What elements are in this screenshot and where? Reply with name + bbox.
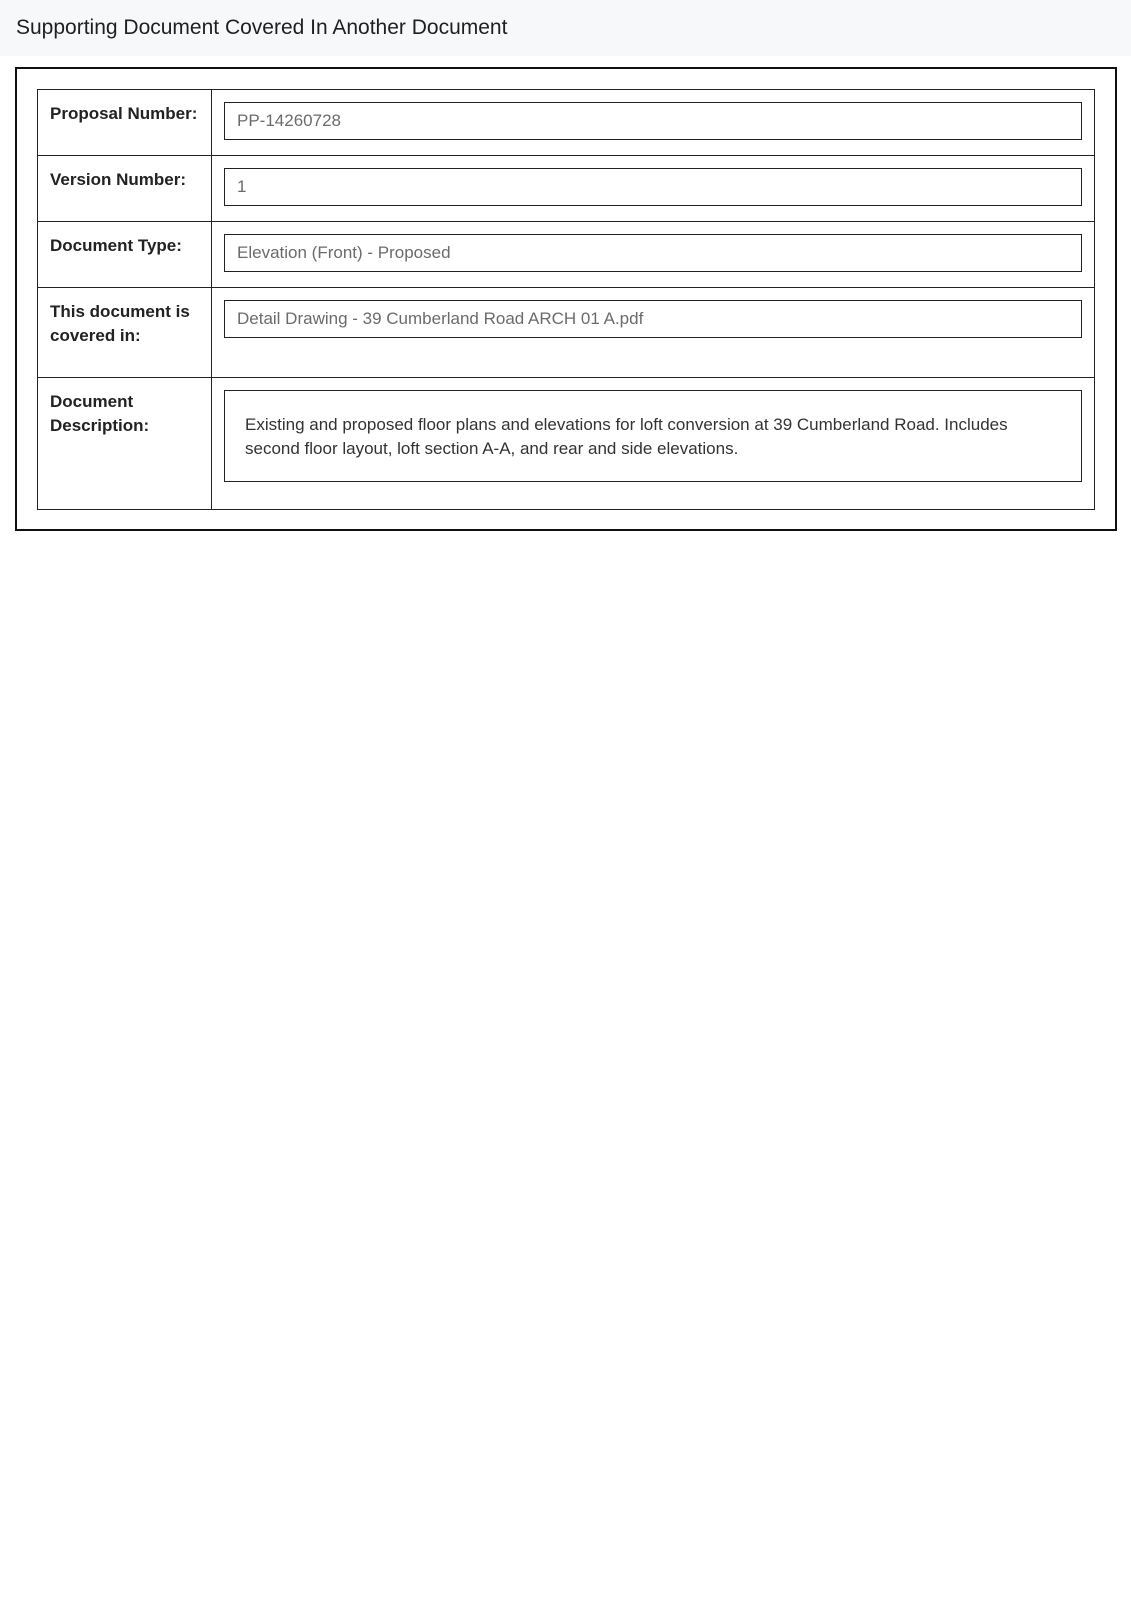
covered-in-label: This document is covered in: [38,288,212,378]
document-type-row [38,222,1095,288]
covered-in-cell [212,288,1095,378]
version-number-label: Version Number: [38,156,212,222]
form-frame [15,67,1117,531]
proposal-number-field[interactable]: PP-14260728 [224,102,1082,140]
document-type-label: Document Type: [38,222,212,288]
page-header [0,0,1131,56]
proposal-number-row [38,90,1095,156]
document-description-field[interactable]: Existing and proposed floor plans and elevations for loft conversion at 39 Cumberland Road. Includes second floor layout, loft section A-A, and rear and side elevations. [224,390,1082,482]
document-type-cell [212,222,1095,288]
version-number-field[interactable]: 1 [224,168,1082,206]
document-description-label: Document Description: [38,378,212,510]
document-description-row [38,378,1095,510]
covered-in-field[interactable]: Detail Drawing - 39 Cumberland Road ARCH 01 A.pdf [224,300,1082,338]
document-details-table [37,89,1095,510]
page-title: Supporting Document Covered In Another Document [16,16,508,39]
version-number-row [38,156,1095,222]
document-description-cell [212,378,1095,510]
version-number-cell [212,156,1095,222]
document-type-field[interactable]: Elevation (Front) - Proposed [224,234,1082,272]
covered-in-row [38,288,1095,378]
proposal-number-label: Proposal Number: [38,90,212,156]
proposal-number-cell [212,90,1095,156]
